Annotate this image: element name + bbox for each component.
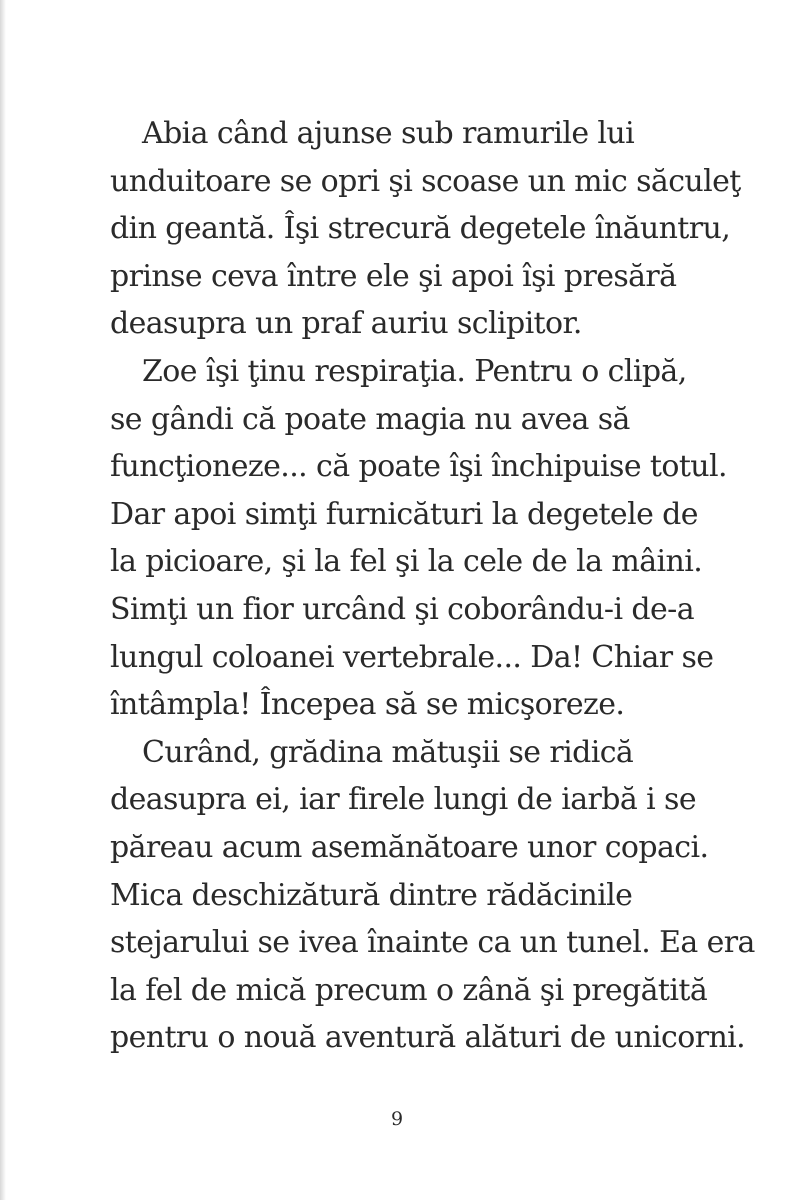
text-line: pentru o nouă aventură alături de unicorni. — [110, 1020, 746, 1056]
text-line: Mica deschizătură dintre rădăcinile — [110, 877, 633, 913]
page-number: 9 — [390, 1108, 404, 1130]
text-line: se gândi că poate magia nu avea să — [110, 401, 630, 437]
text-line: la picioare, şi la fel şi la cele de la mâini. — [110, 544, 703, 580]
text-line: întâmpla! Începea să se micşoreze. — [110, 687, 625, 723]
text-line: deasupra un praf auriu sclipitor. — [110, 306, 582, 342]
text-line: stejarului se ivea înainte ca un tunel. Ea era — [110, 925, 755, 961]
text-line: Zoe îşi ţinu respiraţia. Pentru o clipă, — [142, 353, 687, 389]
text-line: deasupra ei, iar firele lungi de iarbă i se — [110, 782, 696, 818]
text-line: Simţi un fior urcând şi coborându-i de-a — [110, 591, 694, 627]
text-line: Curând, grădina mătuşii se ridică — [142, 734, 634, 770]
text-line: din geantă. Îşi strecură degetele înăuntru, — [110, 211, 731, 247]
text-line: funcţioneze... că poate îşi închipuise totul. — [110, 449, 727, 485]
text-line: la fel de mică precum o zână şi pregătită — [110, 972, 708, 1008]
text-line: prinse ceva între ele şi apoi îşi presără — [110, 258, 677, 294]
text-line: Dar apoi simţi furnicături la degetele de — [110, 496, 698, 532]
text-line: păreau acum asemănătoare unor copaci. — [110, 829, 709, 865]
text-line: unduitoare se opri şi scoase un mic săculeţ — [110, 163, 741, 199]
text-line: Abia când ajunse sub ramurile lui — [142, 116, 635, 151]
page-gutter-shadow — [0, 0, 6, 1200]
page-body-text — [110, 110, 755, 1062]
text-line: lungul coloanei vertebrale... Da! Chiar se — [110, 639, 714, 675]
